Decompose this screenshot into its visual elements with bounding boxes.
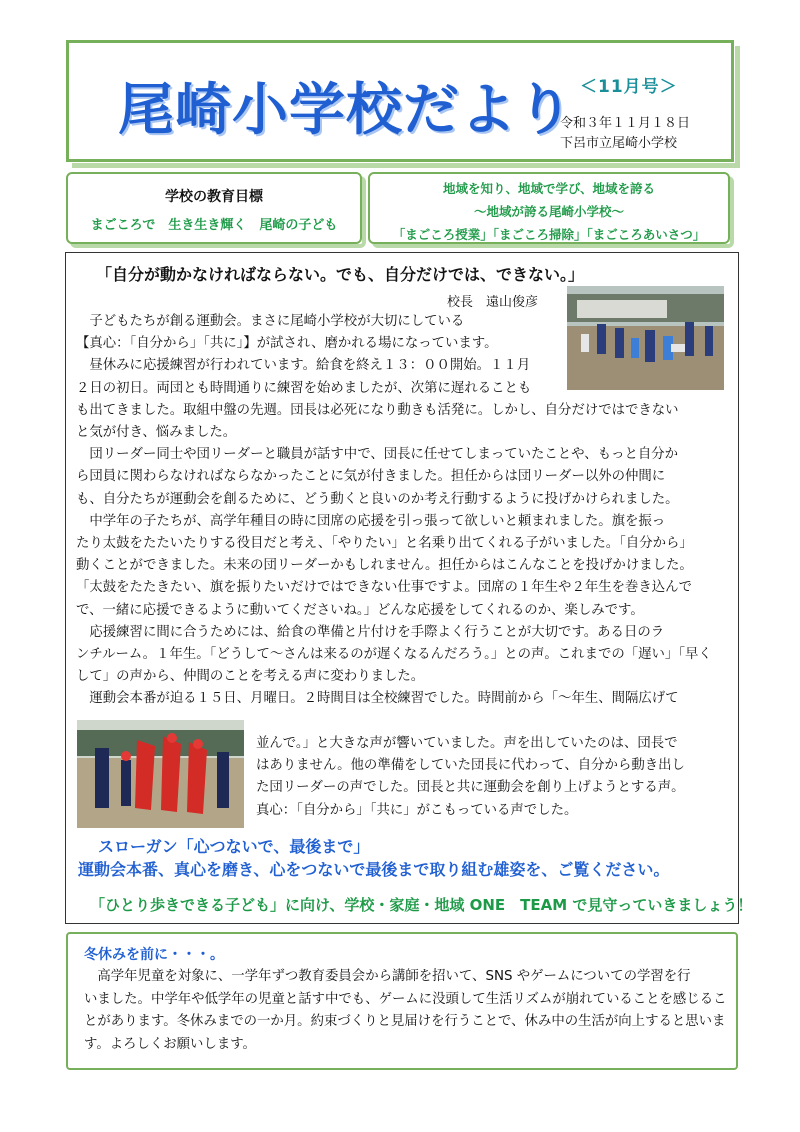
motto-line-2: ～地域が誇る尾崎小学校～ [473,204,624,219]
article-line: た団リーダーの声でした。団長と共に運動会を創り上げようとする声。 [256,780,685,796]
flag-practice-photo [77,720,244,828]
issue-date: 令和３年１１月１８日 [560,116,691,131]
winter-body [84,966,734,1056]
article-line: ら団員に関わらなければならなかったことに気が付きました。担任からは団リーダー以外の仲間に [76,469,666,485]
motto-box [368,172,730,244]
education-goal-title: 学校の教育目標 [165,189,263,205]
article-line: 並んで。」と大きな声が響いていました。声を出していたのは、団長で [256,736,678,751]
motto-line-1: 地域を知り、地域で学び、地域を誇る [442,181,655,196]
article-line: たり太鼓をたたいたりする役目だと考え、「やりたい」と名乗り出てくれる子がいました。「自分から」 [76,536,693,552]
article-line: 中学年の子たちが、高学年種目の時に団席の応援を引っ張って欲しいと頼まれました。旗を振っ [76,513,666,529]
article-line: と気が付き、悩みました。 [76,425,237,441]
article-headline: 「自分が動かなければならない。でも、自分だけでは、できない。」 [96,265,585,284]
winter-title: 冬休みを前に・・・。 [84,947,224,963]
slogan-message: 運動会本番、真心を磨き、心をつないで最後まで取り組む雄姿を、ご覧ください。 [78,860,670,879]
article-line: 運動会本番が迫る１５日、月曜日。２時間目は全校練習でした。時間前から「～年生、間隔広げて [76,691,679,707]
article-line: 真心：「自分から」「共に」がこもっている声でした。 [256,802,578,818]
issue-label: ＜11月号＞ [580,77,678,97]
article-line: 団リーダー同士や団リーダーと職員が話す中で、団長に任せてしまっていたことや、もっと自分か [76,447,679,463]
article-line: ンチルーム。１年生。「どうして～さんは来るのが遅くなるんだろう。」との声。これまでの「遅い」「早く [76,647,712,663]
school-name: 下呂市立尾崎小学校 [560,136,678,151]
article-author: 校長 遠山俊彦 [447,295,539,310]
education-goal-text: まごころで 生き生き輝く 尾崎の子ども [90,218,338,233]
article-line: で、一緒に応援できるように動いてくださいね。」どんな応援をしてくれるのか、楽しみです。 [76,602,644,618]
newsletter-title: 尾崎小学校だより [118,78,574,143]
article-line: はありません。他の準備をしていた団長に代わって、自分から動き出し [256,758,685,774]
winter-line: 高学年児童を対象に、一学年ずつ教育委員会から講師を招いて、SNS やゲームについての学習を行 [84,969,691,984]
article-body-b [256,733,736,822]
article-line: 応援練習に間に合うためには、給食の準備と片付けを手際よく行うことが大切です。ある日のラ [76,624,665,640]
article-line: 【真心：「自分から」「共に」】が試され、磨かれる場になっています。 [76,336,498,352]
article-line: 昼休みに応援練習が行われています。給食を終え１３：００開始。１１月 [76,358,531,374]
article-line: も、自分たちが運動会を創るために、どう動くと良いのか考え行動するように投げかけられました。 [76,491,679,507]
winter-line: す。よろしくお願いします。 [84,1036,256,1052]
winter-line: とがあります。冬休みまでの一か月。約束づくりと見届けを行うことで、休み中の生活が向上すると思いま [84,1014,726,1029]
article-line: して」の声から、仲間のことを考える声に変わりました。 [76,669,425,685]
article-line: 「太鼓をたたきたい、旗を振りたいだけではできない仕事ですよ。団席の１年生や２年生を巻き込んで [76,580,692,596]
education-goal-box [66,172,362,244]
community-message: 「ひとり歩きできる子ども」に向け、学校・家庭・地域 ONE TEAM で見守っていきましょう！ [90,896,753,914]
article-line: ２日の初日。両団とも時間通りに練習を始めましたが、次第に遅れることも [76,380,532,396]
article-body-a [76,311,736,711]
winter-line: いました。中学年や低学年の児童と話す中でも、ゲームに没頭して生活リズムが崩れていることを感じるこ [84,991,727,1007]
motto-line-3: 「まごころ授業」「まごころ掃除」「まごころあいさつ」 [392,227,706,242]
flag-cheer-photo-icon [77,720,244,828]
article-line: 子どもたちが創る運動会。まさに尾崎小学校が大切にしている [76,314,465,329]
slogan-title: スローガン「心つないで、最後まで」 [98,837,370,856]
article-line: 動くことができました。未来の団リーダーかもしれません。担任からはこんなことを投げかけました。 [76,558,693,574]
article-line: も出てきました。取組中盤の先週。団長は必死になり動きも活発に。しかし、自分だけではできない [76,402,679,418]
